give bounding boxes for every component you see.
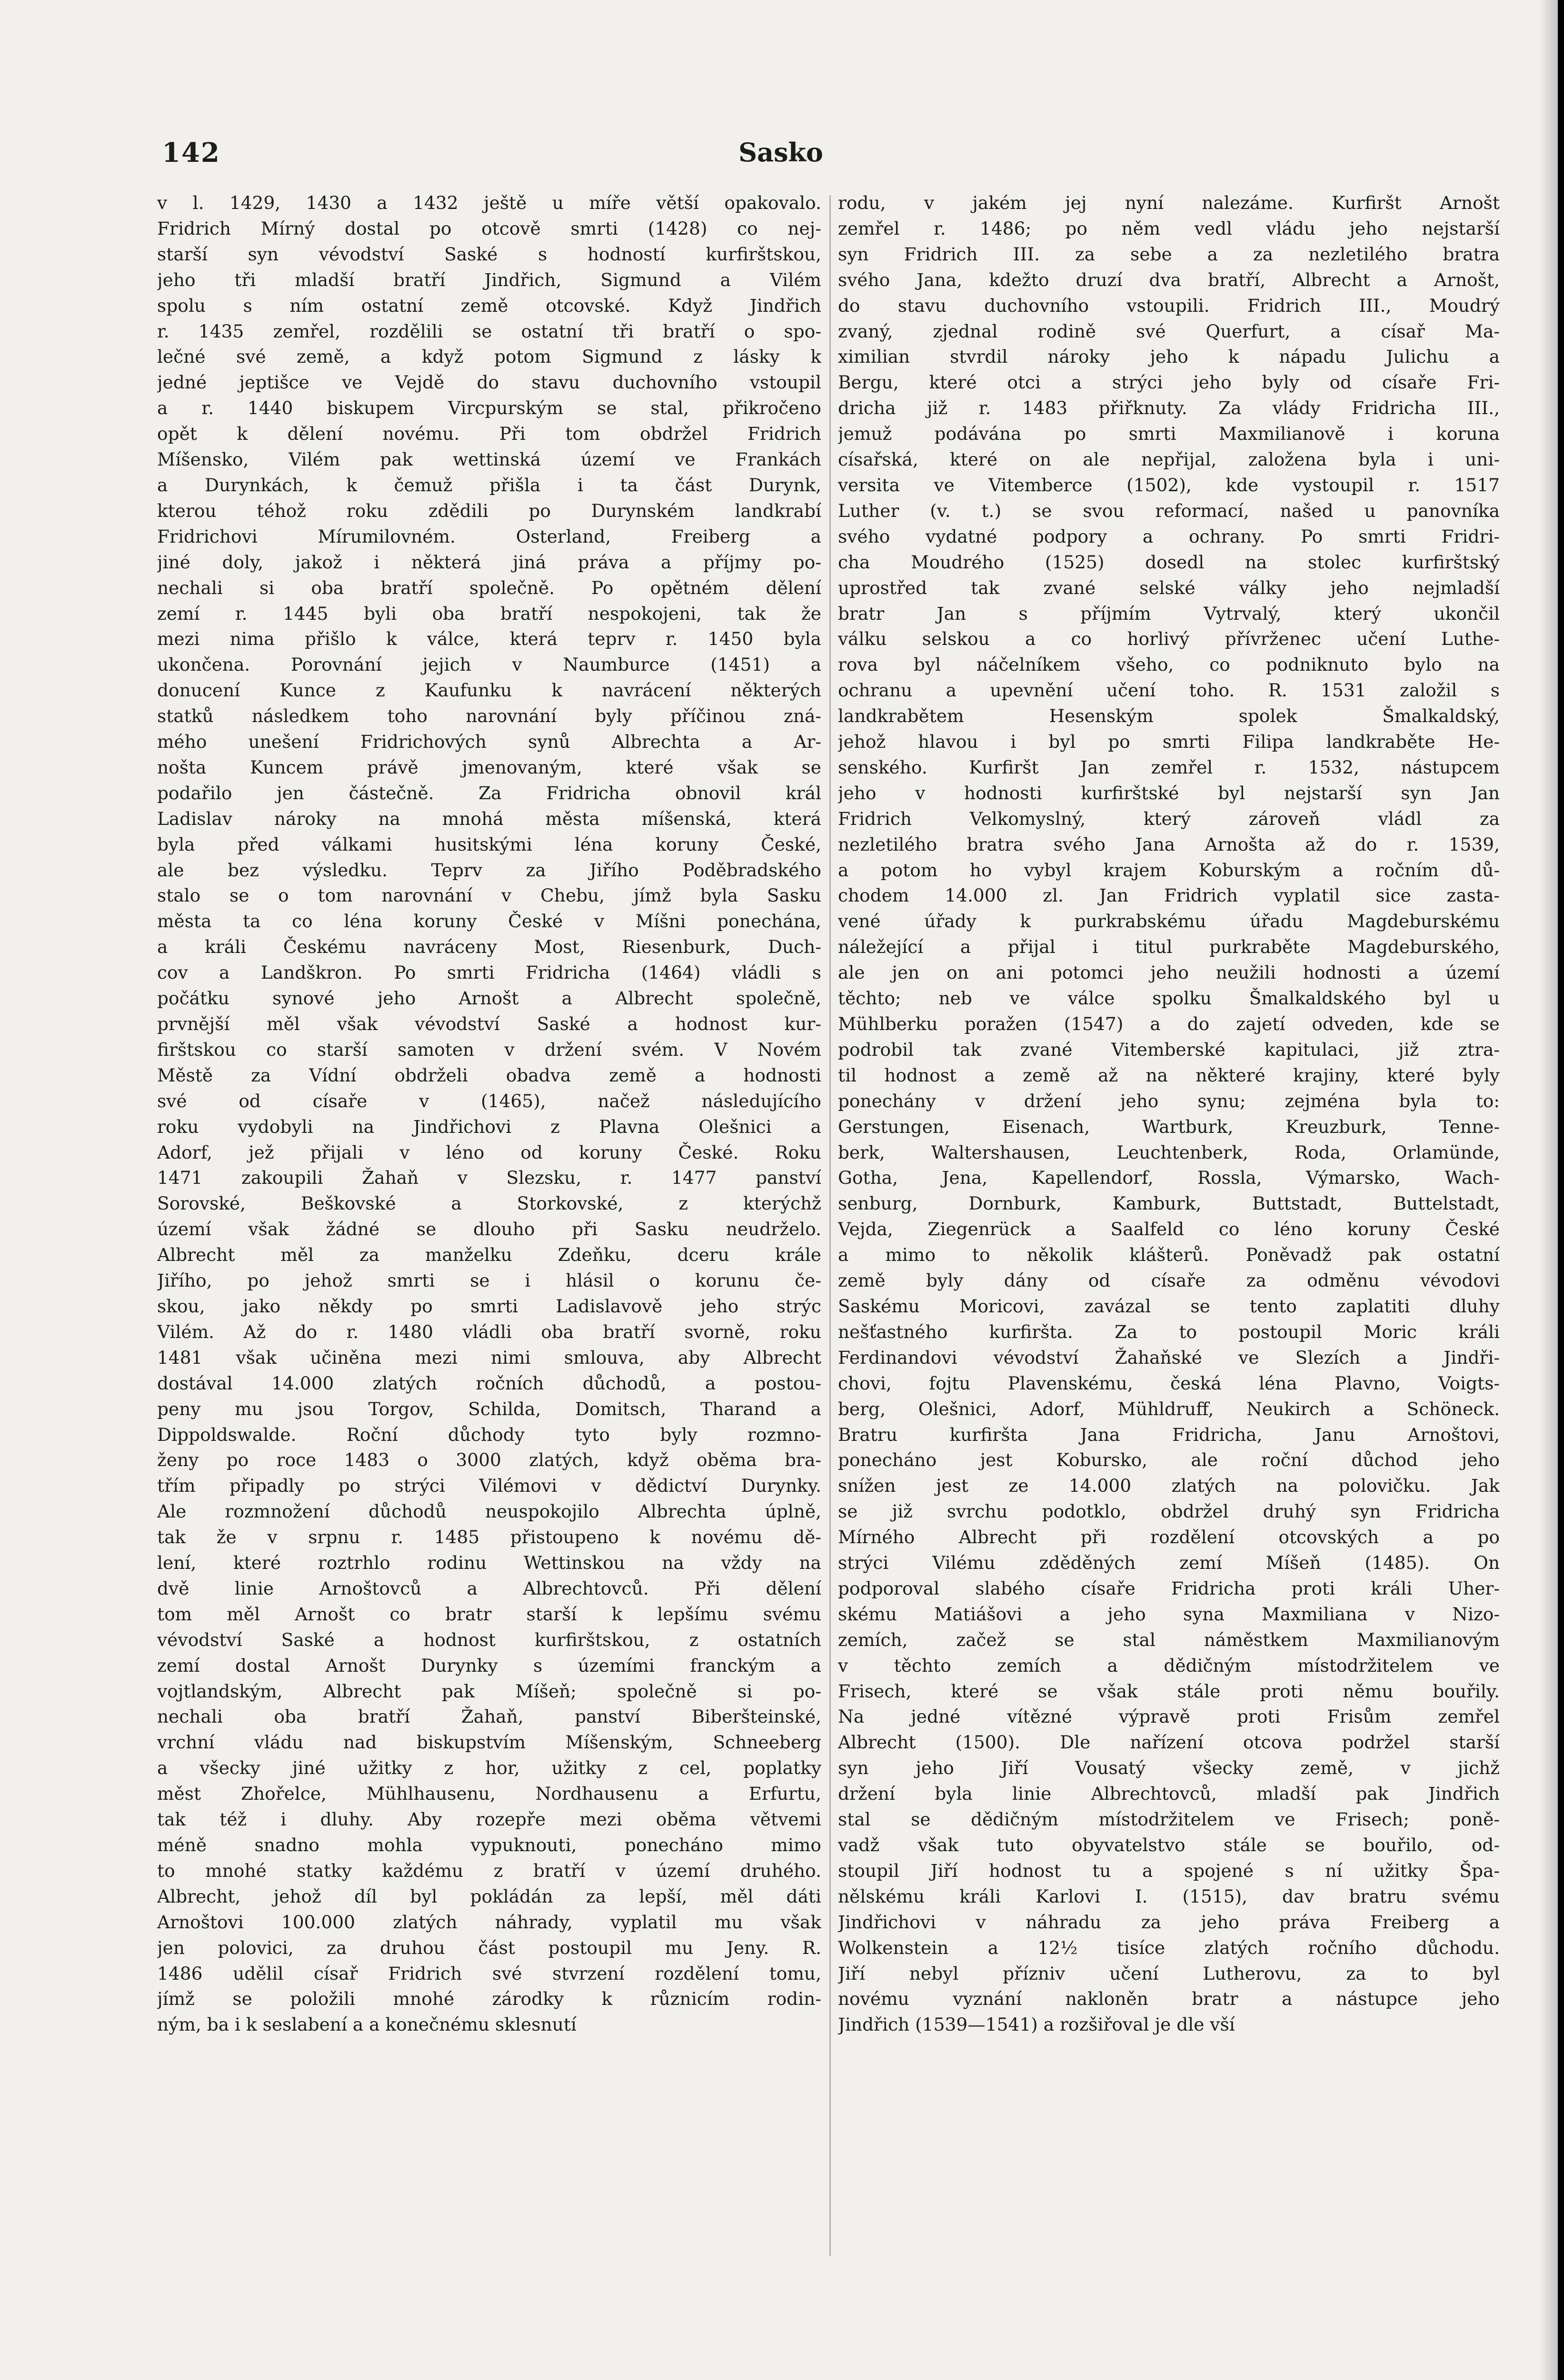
text-line: Jindřichovi v náhradu za jeho práva Freiberg a [838,1911,1500,1933]
text-line: nechali oba bratří Žahaň, panství Biberšteinské, [157,1706,821,1727]
text-line: svého Jana, kdežto druzí dva bratří, Albrecht a Arnošt, [838,269,1500,290]
column-divider [829,195,831,2256]
text-line: země byly dány od císaře za odměnu vévodovi [838,1270,1500,1291]
text-line: zemí dostal Arnošt Durynky s územími franckým a [157,1655,821,1676]
text-line: rova byl náčelníkem všeho, co podniknuto bylo na [838,654,1500,675]
text-line: firštskou co starší samoten v držení svém. V Novém [157,1039,821,1060]
text-line: Vejda, Ziegenrück a Saalfeld co léno koruny České [838,1219,1500,1240]
text-line: Ferdinandovi vévodství Žahaňské ve Slezích a Jindři- [838,1347,1500,1368]
text-line: ximilian stvrdil nároky jeho k nápadu Julichu a [838,346,1500,367]
text-line: císařská, které on ale nepřijal, založena byla i uni- [838,449,1500,470]
text-line: cha Moudrého (1525) dosedl na stolec kurfirštský [838,551,1500,573]
text-line: ale jen on ani potomci jeho neužili hodnosti a území [838,962,1500,983]
text-line: jiné doly, jakož i některá jiná práva a příjmy po- [157,551,821,573]
text-line: v těchto zemích a dědičným místodržitelem ve [838,1655,1500,1676]
text-line: rodu, v jakém jej nyní nalezáme. Kurfiršt Arnošt [838,192,1500,213]
text-line: počátku synové jeho Arnošt a Albrecht společně, [157,988,821,1009]
text-line: Adorf, jež přijali v léno od koruny České. Roku [157,1141,821,1163]
text-line: roku vydobyli na Jindřichovi z Plavna Olešnici a [157,1116,821,1137]
text-line: versita ve Vitemberce (1502), kde vystoupil r. 1517 [838,474,1500,496]
text-line: těchto; neb ve válce spolku Šmalkaldského byl u [838,988,1500,1009]
running-title: Sasko [738,137,823,168]
text-line: nošta Kuncem právě jmenovaným, které však se [157,756,821,778]
text-line: jeho tři mladší bratří Jindřich, Sigmund a Vilém [157,269,821,290]
text-line: to mnohé statky každému z bratří v území druhého. [157,1860,821,1881]
text-line: uprostřed tak zvané selské války jeho nejmladší [838,577,1500,598]
text-line: dvě linie Arnoštovců a Albrechtovců. Při dělení [157,1577,821,1599]
text-line: méně snadno mohla vypuknouti, ponecháno mimo [157,1835,821,1855]
text-line: Albrecht, jehož díl byl pokládán za lepší, měl dáti [157,1885,821,1907]
text-line: a mimo to několik klášterů. Poněvadž pak ostatní [838,1244,1500,1266]
text-line: se již svrchu podotklo, obdržel druhý syn Fridricha [838,1501,1500,1522]
text-line: tom měl Arnošt co bratr starší k lepšímu svému [157,1603,821,1625]
text-line: Fridrich Velkomyslný, který zároveň vládl za [838,808,1500,829]
text-line: 1481 však učiněna mezi nimi smlouva, aby Albrecht [157,1347,821,1368]
text-line: Gerstungen, Eisenach, Wartburk, Kreuzburk, Tenne- [838,1116,1500,1137]
text-line: Fridrichovi Mírumilovném. Osterland, Freiberg a [157,526,821,547]
text-line: lečné své země, a když potom Sigmund z lásky k [157,346,821,367]
text-line: cov a Landškron. Po smrti Fridricha (1464) vládli s [157,962,821,983]
text-line: Ladislav nároky na mnohá města míšenská, která [157,808,821,829]
text-line: dostával 14.000 zlatých ročních důchodů, a postou- [157,1372,821,1394]
text-line: měst Zhořelce, Mühlhausenu, Nordhausenu a Erfurtu, [157,1783,821,1805]
text-line: Jiřího, po jehož smrti se i hlásil o korunu če- [157,1270,821,1291]
text-line: vrchní vládu nad biskupstvím Míšenským, Schneeberg [157,1732,821,1753]
text-line: syn jeho Jiří Vousatý všecky země, v jichž [838,1757,1500,1779]
text-line: Bergu, které otci a strýci jeho byly od císaře Fri- [838,372,1500,393]
text-line: 1471 zakoupili Žahaň v Slezsku, r. 1477 panství [157,1167,821,1189]
text-line: vadž však tuto obyvatelstvo stále se bouřilo, od- [838,1835,1500,1855]
text-line: syn Fridrich III. za sebe a za nezletilého bratra [838,243,1500,265]
text-line: jen polovici, za druhou část postoupil mu Jeny. R. [157,1937,821,1958]
text-line: Wolkenstein a 12½ tisíce zlatých ročního důchodu. [838,1937,1500,1958]
text-line: jedné jeptišce ve Vejdě do stavu duchovního vstoupil [157,372,821,393]
text-line: držení byla linie Albrechtovců, mladší pak Jindřich [838,1783,1500,1805]
text-line: Míšensko, Vilém pak wettinská území ve Frankách [157,449,821,470]
page-number: 142 [162,137,220,169]
text-line: skou, jako někdy po smrti Ladislavově jeho strýc [157,1295,821,1317]
text-line: zvaný, zjednal rodině své Querfurt, a císař Ma- [838,320,1500,342]
text-line: zemích, začež se stal náměstkem Maxmilianovým [838,1629,1500,1650]
text-line: senburg, Dornburk, Kamburk, Buttstadt, Buttelstadt, [838,1193,1500,1214]
text-line: starší syn vévodství Saské s hodností kurfirštskou, [157,243,821,265]
text-line: zemí r. 1445 byli oba bratří nespokojeni, tak že [157,603,821,624]
text-line: novému vyznání nakloněn bratr a nástupce jeho [838,1988,1500,2010]
text-line: ukončena. Porovnání jejich v Naumburce (1451) a [157,654,821,675]
text-line: jemuž podávána po smrti Maxmilianově i koruna [838,423,1500,445]
text-line: podrobil tak zvané Vitemberské kapitulaci, již ztra- [838,1039,1500,1060]
text-line: lení, které roztrhlo rodinu Wettinskou na vždy na [157,1552,821,1574]
text-line: senského. Kurfiršt Jan zemřel r. 1532, nástupcem [838,756,1500,778]
text-line: prvnější měl však vévodství Saské a hodnost kur- [157,1013,821,1034]
text-line: Arnoštovi 100.000 zlatých náhrady, vyplatil mu však [157,1911,821,1933]
text-line: vojtlandským, Albrecht pak Míšeň; společně si po- [157,1680,821,1702]
text-line: Vilém. Až do r. 1480 vládli oba bratří svorně, roku [157,1321,821,1342]
text-line: Albrecht (1500). Dle nařízení otcova podržel starší [838,1732,1500,1753]
right-text-column [838,190,1500,2038]
text-line: Albrecht měl za manželku Zdeňku, dceru krále [157,1244,821,1266]
text-line: jímž se položili mnohé zárodky k různicím rodin- [157,1988,821,2010]
text-line: vévodství Saské a hodnost kurfirštskou, z ostatních [157,1629,821,1650]
text-line: a všecky jiné užitky z hor, užitky z cel, poplatky [157,1757,821,1779]
text-line: Bratru kurfiršta Jana Fridricha, Janu Arnoštovi, [838,1424,1500,1445]
text-line: nezletilého bratra svého Jana Arnošta až do r. 1539, [838,833,1500,855]
text-line: ochranu a upevnění učení toho. R. 1531 založil s [838,680,1500,701]
text-line: ženy po roce 1483 o 3000 zlatých, když oběma bra- [157,1449,821,1471]
text-line: Jiří nebyl přízniv učení Lutherovu, za to byl [838,1963,1500,1984]
page-edge-shadow [1539,0,1558,2380]
text-line: ale bez výsledku. Teprv za Jiřího Poděbradského [157,859,821,881]
text-line: válku selskou a co horlivý přívrženec učení Luthe- [838,628,1500,650]
text-line: nechali si oba bratří společně. Po opětném dělení [157,577,821,598]
text-line: Jindřich (1539—1541) a rozšiřoval je dle vší [838,2014,1235,2035]
text-line: Mírného Albrecht při rozdělení otcovských a po [838,1527,1500,1548]
text-line: snížen jest ze 14.000 zlatých na polovičku. Jak [838,1475,1500,1497]
text-line: stalo se o tom narovnání v Chebu, jímž byla Sasku [157,885,821,906]
text-line: opět k dělení novému. Při tom obdržel Fridrich [157,423,821,445]
text-line: bratr Jan s příjmím Vytrvalý, který ukončil [838,603,1500,624]
text-line: v l. 1429, 1430 a 1432 ještě u míře větší opakovalo. [157,192,821,213]
text-line: ponecháno jest Kobursko, ale roční důchod jeho [838,1449,1500,1471]
text-line: donucení Kunce z Kaufunku k navrácení některých [157,680,821,701]
text-line: 1486 udělil císař Fridrich své stvrzení rozdělení tomu, [157,1963,821,1984]
text-line: berk, Waltershausen, Leuchtenberk, Roda, Orlamünde, [838,1141,1500,1163]
text-line: til hodnost a země až na některé krajiny, které byly [838,1064,1500,1086]
text-line: skému Matiášovi a jeho syna Maxmiliana v Nizo- [838,1603,1500,1625]
text-line: jehož hlavou i byl po smrti Filipa landkraběte He- [838,731,1500,753]
text-line: landkrabětem Hesenským spolek Šmalkaldský, [838,705,1500,727]
text-line: chovi, fojtu Plavenskému, česká léna Plavno, Voigts- [838,1372,1500,1394]
text-line: berg, Olešnici, Adorf, Mühldruff, Neukirch a Schöneck. [838,1398,1500,1419]
text-line: a Durynkách, k čemuž přišla i ta část Durynk, [157,474,821,496]
text-line: tak že v srpnu r. 1485 přistoupeno k novému dě- [157,1527,821,1548]
text-line: stoupil Jiří hodnost tu a spojené s ní užitky Špa- [838,1860,1500,1881]
text-line: Fridrich Mírný dostal po otcově smrti (1428) co nej- [157,218,821,239]
text-line: města ta co léna koruny České v Míšni ponechána, [157,911,821,932]
text-line: Ale rozmnožení důchodů neuspokojilo Albrechta úplně, [157,1501,821,1522]
text-line: mého unešení Fridrichových synů Albrechta a Ar- [157,731,821,753]
text-line: byla před válkami husitskými léna koruny České, [157,833,821,855]
text-line: ným, ba i k seslabení a a konečnému sklesnutí [157,2014,577,2035]
text-line: Saskému Moricovi, zavázal se tento zaplatiti dluhy [838,1295,1500,1317]
text-line: podporoval slabého císaře Fridricha proti králi Uher- [838,1577,1500,1599]
text-line: náležející a přijal i titul purkraběte Magdeburského, [838,936,1500,958]
text-line: třím připadly po strýci Vilémovi v dědictví Durynky. [157,1475,821,1497]
page-header [162,137,1352,180]
text-line: r. 1435 zemřel, rozdělili se ostatní tři bratří o spo- [157,320,821,342]
text-line: a potom ho vybyl krajem Koburským a ročním dů- [838,859,1500,881]
text-line: podařilo jen částečně. Za Fridricha obnovil král [157,782,821,803]
text-line: svého vydatné podpory a ochrany. Po smrti Fridri- [838,526,1500,547]
left-text-column [157,190,821,2038]
text-line: Gotha, Jena, Kapellendorf, Rossla, Výmarsko, Wach- [838,1167,1500,1189]
text-line: spolu s ním ostatní země otcovské. Když Jindřich [157,295,821,316]
text-line: ponechány v držení jeho synu; zejména byla to: [838,1090,1500,1111]
text-line: Na jedné vítězné výpravě proti Frisům zemřel [838,1706,1500,1727]
text-line: dricha již r. 1483 přiřknuty. Za vlády Fridricha III., [838,397,1500,419]
text-line: strýci Vilému zděděných zemí Míšeň (1485). On [838,1552,1500,1574]
text-line: kterou téhož roku zdědili po Durynském landkrabí [157,500,821,521]
text-line: Dippoldswalde. Roční důchody tyto byly rozmno- [157,1424,821,1445]
text-line: vené úřady k purkrabskému úřadu Magdeburskému [838,911,1500,932]
text-line: peny mu jsou Torgov, Schilda, Domitsch, Tharand a [157,1398,821,1419]
text-line: tak též i dluhy. Aby rozepře mezi oběma větvemi [157,1809,821,1830]
text-line: statků následkem toho narovnání byly příčinou zná- [157,705,821,727]
text-line: Sorovské, Beškovské a Storkovské, z kterýchž [157,1193,821,1214]
text-line: území však žádné se dlouho při Sasku neudrželo. [157,1219,821,1240]
text-line: a králi Českému navráceny Most, Riesenburk, Duch- [157,936,821,958]
text-line: Frisech, které se však stále proti němu bouřily. [838,1680,1500,1702]
text-line: do stavu duchovního vstoupili. Fridrich III., Moudrý [838,295,1500,316]
text-line: stal se dědičným místodržitelem ve Frisech; poně- [838,1809,1500,1830]
text-line: nešťastného kurfiršta. Za to postoupil Moric králi [838,1321,1500,1342]
text-line: a r. 1440 biskupem Vircpurským se stal, přikročeno [157,397,821,419]
text-line: mezi nima přišlo k válce, která teprv r. 1450 byla [157,628,821,650]
text-line: Městě za Vídní obdrželi obadva země a hodnosti [157,1064,821,1086]
text-line: zemřel r. 1486; po něm vedl vládu jeho nejstarší [838,218,1500,239]
text-line: Luther (v. t.) se svou reformací, našed u panovníka [838,500,1500,521]
text-line: své od císaře v (1465), načež následujícího [157,1090,821,1111]
text-line: nělskému králi Karlovi I. (1515), dav bratru svému [838,1885,1500,1907]
text-line: chodem 14.000 zl. Jan Fridrich vyplatil sice zasta- [838,885,1500,906]
text-line: jeho v hodnosti kurfirštské byl nejstarší syn Jan [838,782,1500,803]
text-line: Mühlberku poražen (1547) a do zajetí odveden, kde se [838,1013,1500,1034]
